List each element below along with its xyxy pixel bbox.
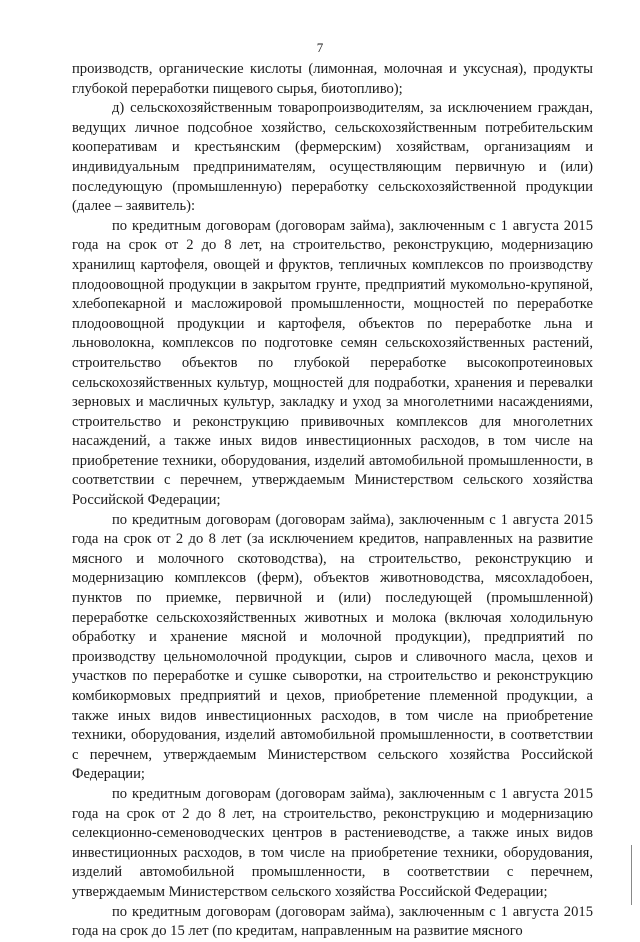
paragraph-livestock-loans: по кредитным договорам (договорам займа), заключенным с 1 августа 2015 года на срок от 2 до 8 лет (за исключением кредитов, направленных на развитие мясного и молочного скотоводства), на строительство, реконструкцию и модернизацию комплексов (ферм), объектов животноводства, мясохладобоен, пунктов по приемке, первичной и (или) последующей (промышленной) переработке сельскохозяйственных животных и молока (включая холодильную обработку и хранение мясной и молочной продукции), предприятий по производству цельномолочной продукции, сыров и сливочного масла, цехов и участков по переработке и сушке сыворотки, на строительство и реконструкцию комбикормовых предприятий и цехов, приобретение племенной продукции, а также иных видов инвестиционных расходов, в том числе на приобретение техники, оборудования, изделий автомобильной промышленности, в соответствии с перечнем, утверждаемым Министерством сельского хозяйства Российской Федерации; [72, 511, 593, 783]
page-number: 7 [316, 40, 324, 55]
paragraph-meat-cattle-loans: по кредитным договорам (договорам займа), заключенным с 1 августа 2015 года на срок до 15 лет (по кредитам, направленным на развитие мясного [72, 903, 593, 940]
paragraph-continuation: производств, органические кислоты (лимонная, молочная и уксусная), продукты глубокой переработки пищевого сырья, биотопливо); [72, 61, 593, 97]
paragraph-item-d: д) сельскохозяйственным товаропроизводителям, за исключением граждан, ведущих личное подсобное хозяйство, сельскохозяйственным потребительским кооперативам и крестьянским (фермерским) хозяйствам, организациям и индивидуальным предпринимателям, осуществляющим первичную и (или) последующую (промышленную) переработку сельскохозяйственной продукции (далее – заявитель): [72, 100, 593, 215]
paragraph-crop-processing-loans: по кредитным договорам (договорам займа), заключенным с 1 августа 2015 года на срок от 2 до 8 лет, на строительство, реконструкцию, модернизацию хранилищ картофеля, овощей и фруктов, тепличных комплексов по производству плодоовощной продукции в закрытом грунте, предприятий мукомольно-крупяной, хлебопекарной и масложировой промышленности, мощностей по переработке плодоовощной продукции и картофеля, объектов по переработке льна и льноволокна, комплексов по подготовке семян сельскохозяйственных растений, строительство объектов по глубокой переработке высокопротеиновых сельскохозяйственных культур, мощностей для подработки, хранения и перевалки зерновых и масличных культур, закладку и уход за многолетними насаждениями, строительство и реконструкцию прививочных комплексов для многолетних насаждений, а также иных видов инвестиционных расходов, в том числе на приобретение техники, оборудования, изделий автомобильной промышленности, в соответствии с перечнем, утверждаемым Министерством сельского хозяйства Российской Федерации; [72, 217, 593, 509]
paragraph-seed-centers-loans: по кредитным договорам (договорам займа), заключенным с 1 августа 2015 года на срок от 2 до 8 лет, на строительство, реконструкцию и модернизацию селекционно-семеноводческих центров в растениеводстве, а также иных видов инвестиционных расходов, в том числе на приобретение техники, оборудования, изделий автомобильной промышленности, в соответствии с перечнем, утверждаемым Министерством сельского хозяйства Российской Федерации; [72, 785, 593, 900]
scan-edge-line [631, 845, 632, 905]
document-body [72, 60, 593, 942]
